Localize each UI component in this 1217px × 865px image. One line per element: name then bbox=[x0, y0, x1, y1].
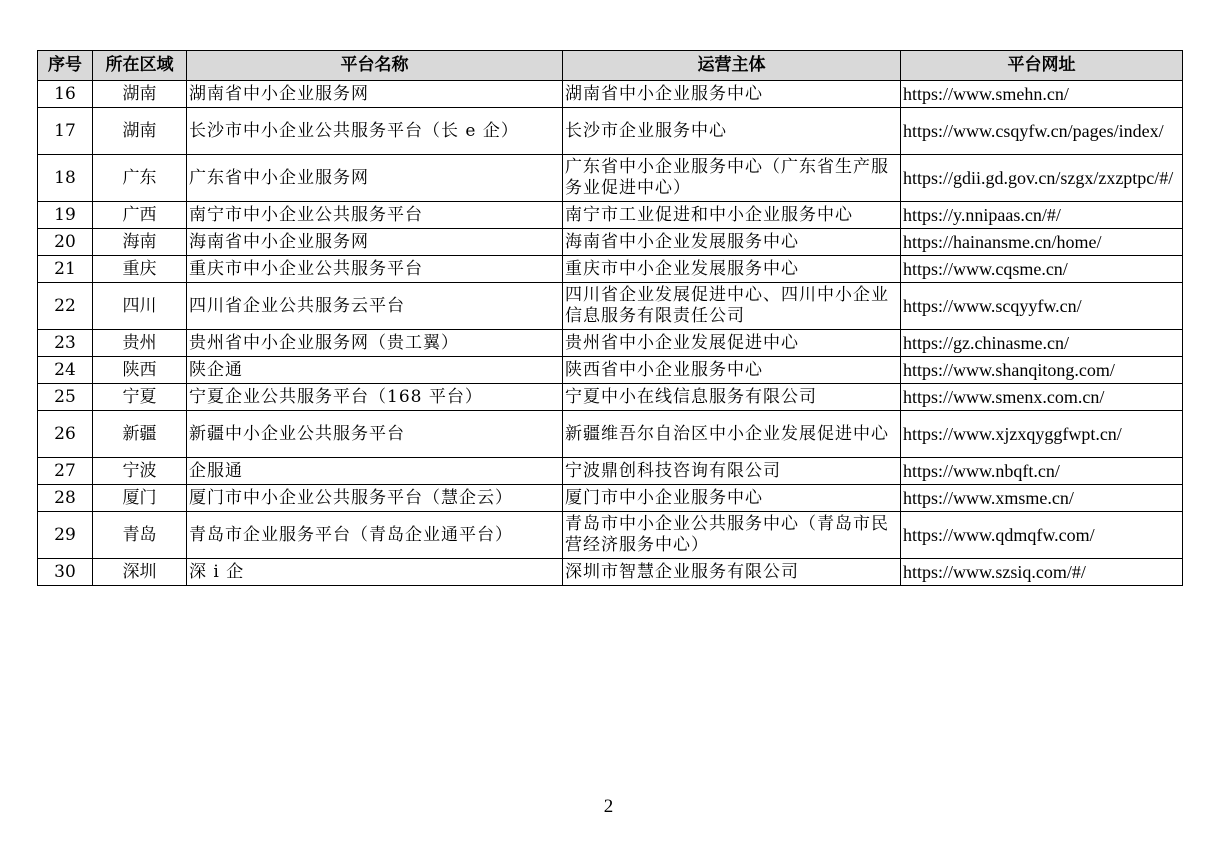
cell-operator: 新疆维吾尔自治区中小企业发展促进中心 bbox=[563, 411, 901, 458]
cell-platform-name: 厦门市中小企业公共服务平台（慧企云） bbox=[187, 485, 563, 512]
cell-url: https://gdii.gd.gov.cn/szgx/zxzptpc/#/ bbox=[901, 155, 1183, 202]
cell-operator: 南宁市工业促进和中小企业服务中心 bbox=[563, 202, 901, 229]
table-row bbox=[38, 155, 1183, 202]
cell-operator: 重庆市中小企业发展服务中心 bbox=[563, 256, 901, 283]
cell-platform-name: 深 i 企 bbox=[187, 559, 563, 586]
table-row bbox=[38, 256, 1183, 283]
cell-platform-name: 企服通 bbox=[187, 458, 563, 485]
table-row bbox=[38, 202, 1183, 229]
table-row bbox=[38, 108, 1183, 155]
cell-url: https://www.smehn.cn/ bbox=[901, 81, 1183, 108]
cell-region: 新疆 bbox=[93, 411, 187, 458]
table-row bbox=[38, 458, 1183, 485]
cell-operator: 长沙市企业服务中心 bbox=[563, 108, 901, 155]
cell-url: https://hainansme.cn/home/ bbox=[901, 229, 1183, 256]
cell-url: https://www.nbqft.cn/ bbox=[901, 458, 1183, 485]
cell-region: 贵州 bbox=[93, 330, 187, 357]
cell-no: 16 bbox=[38, 81, 93, 108]
table-row bbox=[38, 357, 1183, 384]
cell-no: 25 bbox=[38, 384, 93, 411]
table-row bbox=[38, 330, 1183, 357]
cell-no: 22 bbox=[38, 283, 93, 330]
cell-platform-name: 贵州省中小企业服务网（贵工翼） bbox=[187, 330, 563, 357]
cell-region: 宁波 bbox=[93, 458, 187, 485]
cell-operator: 宁夏中小在线信息服务有限公司 bbox=[563, 384, 901, 411]
cell-region: 重庆 bbox=[93, 256, 187, 283]
platform-table bbox=[37, 50, 1183, 586]
cell-url: https://www.xmsme.cn/ bbox=[901, 485, 1183, 512]
cell-no: 23 bbox=[38, 330, 93, 357]
header-region: 所在区域 bbox=[93, 51, 187, 81]
cell-region: 陕西 bbox=[93, 357, 187, 384]
cell-platform-name: 南宁市中小企业公共服务平台 bbox=[187, 202, 563, 229]
header-url: 平台网址 bbox=[901, 51, 1183, 81]
cell-no: 24 bbox=[38, 357, 93, 384]
page-number: 2 bbox=[603, 796, 614, 817]
cell-region: 青岛 bbox=[93, 512, 187, 559]
cell-region: 湖南 bbox=[93, 81, 187, 108]
cell-platform-name: 湖南省中小企业服务网 bbox=[187, 81, 563, 108]
table-row bbox=[38, 512, 1183, 559]
table-row bbox=[38, 81, 1183, 108]
table-row bbox=[38, 283, 1183, 330]
cell-url: https://www.smenx.com.cn/ bbox=[901, 384, 1183, 411]
cell-operator: 海南省中小企业发展服务中心 bbox=[563, 229, 901, 256]
header-row bbox=[38, 51, 1183, 81]
table-body bbox=[38, 81, 1183, 586]
cell-region: 四川 bbox=[93, 283, 187, 330]
table-row bbox=[38, 384, 1183, 411]
cell-operator: 贵州省中小企业发展促进中心 bbox=[563, 330, 901, 357]
cell-no: 18 bbox=[38, 155, 93, 202]
cell-operator: 深圳市智慧企业服务有限公司 bbox=[563, 559, 901, 586]
cell-no: 29 bbox=[38, 512, 93, 559]
cell-url: https://www.qdmqfw.com/ bbox=[901, 512, 1183, 559]
cell-operator: 厦门市中小企业服务中心 bbox=[563, 485, 901, 512]
table-row bbox=[38, 559, 1183, 586]
cell-no: 26 bbox=[38, 411, 93, 458]
cell-no: 27 bbox=[38, 458, 93, 485]
cell-platform-name: 海南省中小企业服务网 bbox=[187, 229, 563, 256]
table-row bbox=[38, 411, 1183, 458]
cell-url: https://www.shanqitong.com/ bbox=[901, 357, 1183, 384]
cell-operator: 湖南省中小企业服务中心 bbox=[563, 81, 901, 108]
cell-region: 湖南 bbox=[93, 108, 187, 155]
cell-no: 19 bbox=[38, 202, 93, 229]
cell-url: https://www.csqyfw.cn/pages/index/ bbox=[901, 108, 1183, 155]
cell-region: 厦门 bbox=[93, 485, 187, 512]
cell-region: 深圳 bbox=[93, 559, 187, 586]
cell-platform-name: 重庆市中小企业公共服务平台 bbox=[187, 256, 563, 283]
cell-region: 宁夏 bbox=[93, 384, 187, 411]
table-row bbox=[38, 485, 1183, 512]
cell-platform-name: 长沙市中小企业公共服务平台（长 e 企） bbox=[187, 108, 563, 155]
cell-platform-name: 四川省企业公共服务云平台 bbox=[187, 283, 563, 330]
table-row bbox=[38, 229, 1183, 256]
cell-url: https://www.cqsme.cn/ bbox=[901, 256, 1183, 283]
cell-url: https://www.xjzxqyggfwpt.cn/ bbox=[901, 411, 1183, 458]
cell-region: 广西 bbox=[93, 202, 187, 229]
cell-region: 广东 bbox=[93, 155, 187, 202]
cell-url: https://y.nnipaas.cn/#/ bbox=[901, 202, 1183, 229]
header-name: 平台名称 bbox=[187, 51, 563, 81]
cell-platform-name: 广东省中小企业服务网 bbox=[187, 155, 563, 202]
cell-url: https://www.szsiq.com/#/ bbox=[901, 559, 1183, 586]
cell-no: 21 bbox=[38, 256, 93, 283]
header-operator: 运营主体 bbox=[563, 51, 901, 81]
cell-operator: 陕西省中小企业服务中心 bbox=[563, 357, 901, 384]
cell-no: 30 bbox=[38, 559, 93, 586]
cell-operator: 四川省企业发展促进中心、四川中小企业信息服务有限责任公司 bbox=[563, 283, 901, 330]
cell-region: 海南 bbox=[93, 229, 187, 256]
cell-url: https://gz.chinasme.cn/ bbox=[901, 330, 1183, 357]
cell-no: 28 bbox=[38, 485, 93, 512]
cell-platform-name: 陕企通 bbox=[187, 357, 563, 384]
cell-no: 17 bbox=[38, 108, 93, 155]
cell-platform-name: 新疆中小企业公共服务平台 bbox=[187, 411, 563, 458]
cell-operator: 青岛市中小企业公共服务中心（青岛市民营经济服务中心） bbox=[563, 512, 901, 559]
cell-operator: 宁波鼎创科技咨询有限公司 bbox=[563, 458, 901, 485]
cell-platform-name: 宁夏企业公共服务平台（168 平台） bbox=[187, 384, 563, 411]
cell-no: 20 bbox=[38, 229, 93, 256]
cell-platform-name: 青岛市企业服务平台（青岛企业通平台） bbox=[187, 512, 563, 559]
cell-operator: 广东省中小企业服务中心（广东省生产服务业促进中心） bbox=[563, 155, 901, 202]
cell-url: https://www.scqyyfw.cn/ bbox=[901, 283, 1183, 330]
header-no: 序号 bbox=[38, 51, 93, 81]
